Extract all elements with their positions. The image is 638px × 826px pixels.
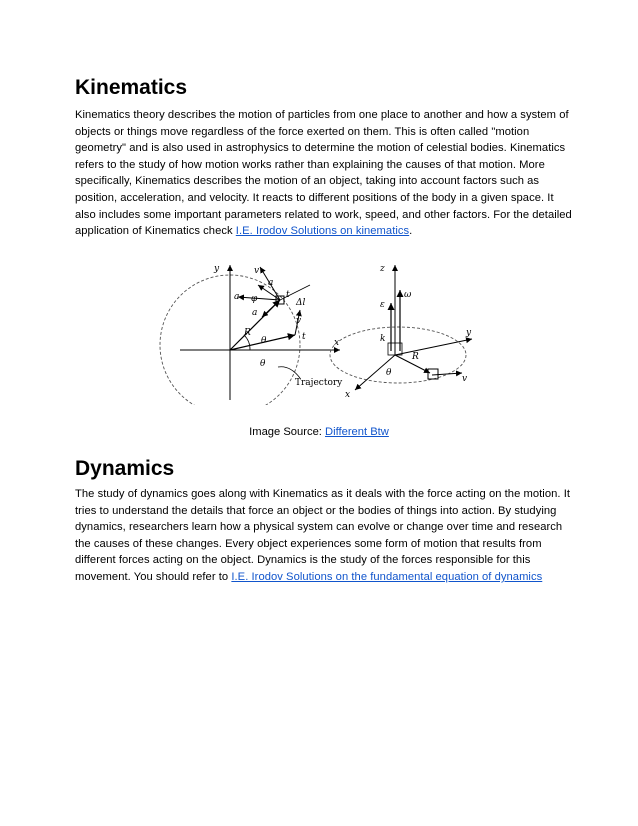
label-theta2: θ xyxy=(386,368,392,378)
kinematics-heading: Kinematics xyxy=(75,76,188,99)
dynamics-text: The study of dynamics goes along with Kinematics as it deals with the force acting on the motion. It tries to understand the details that force an object or the bodies of things into action. By studying dynamics, researchers learn how a physical system can evolve or change over time and research the causes of these changes. Every object experiences some form of motion that results from different forces acting on the object. Dynamics is the study of the forces responsible for this movement. You should refer to xyxy=(75,488,571,583)
accel-vector xyxy=(238,297,280,300)
kinematics-paragraph xyxy=(75,107,575,240)
kinematics-period: . xyxy=(409,225,413,238)
label-theta: θ xyxy=(261,336,267,346)
kinematics-text: Kinematics theory describes the motion of particles from one place to another and how a system of objects or things move regardless of the force exerted on them. This is often called "motion geometry" and is also used in astrophysics to determine the motion of celestial bodies. Kinematics refers to the study of how motion works rather than explaining the causes of that motion. More specifically, Kinematics describes the motion of an object, taking into account factors such as position, acceleration, and velocity. It reacts to different positions of the body in a given space. It also includes some important parameters related to work, speed, and other factors. For the detailed application of Kinematics check xyxy=(75,109,572,238)
label-at: a xyxy=(268,278,274,288)
label-r2: R xyxy=(412,352,419,362)
label-k: k xyxy=(380,334,386,344)
label-omega: ω xyxy=(404,290,412,300)
label-y-left: y xyxy=(214,264,220,274)
dynamics-link[interactable]: I.E. Irodov Solutions on the fundamental equation of dynamics xyxy=(231,570,543,583)
kinematics-link[interactable]: I.E. Irodov Solutions on kinematics xyxy=(235,225,410,238)
label-t0: t xyxy=(302,332,306,342)
label-a: a xyxy=(234,292,240,302)
label-x-right: x xyxy=(345,390,351,400)
label-v: v xyxy=(254,266,260,276)
label-phi: φ xyxy=(251,294,258,304)
figure-caption xyxy=(0,425,638,439)
label-theta0: θ xyxy=(260,359,266,369)
y-axis-right xyxy=(395,339,472,355)
trajectory-pointer xyxy=(278,367,300,378)
kinematics-figure xyxy=(150,255,490,405)
label-r: R xyxy=(244,328,251,338)
label-dl: Δl xyxy=(296,298,306,308)
label-trajectory: Trajectory xyxy=(295,378,343,388)
label-x-left: x xyxy=(334,338,340,348)
label-an: a xyxy=(252,308,258,318)
label-t: t xyxy=(286,290,290,300)
dynamics-paragraph xyxy=(75,486,575,586)
particle-box-right xyxy=(428,369,438,379)
velocity-vector-right xyxy=(432,373,462,375)
label-z: z xyxy=(380,264,385,274)
caption-link[interactable]: Different Btw xyxy=(325,426,389,438)
caption-prefix: Image Source: xyxy=(249,426,326,438)
label-v0: v xyxy=(296,316,302,326)
label-y-right: y xyxy=(466,328,472,338)
label-epsilon: ε xyxy=(380,300,385,310)
dynamics-heading: Dynamics xyxy=(75,457,175,480)
label-v2: v xyxy=(462,374,468,384)
accel-normal-vector xyxy=(262,300,280,317)
